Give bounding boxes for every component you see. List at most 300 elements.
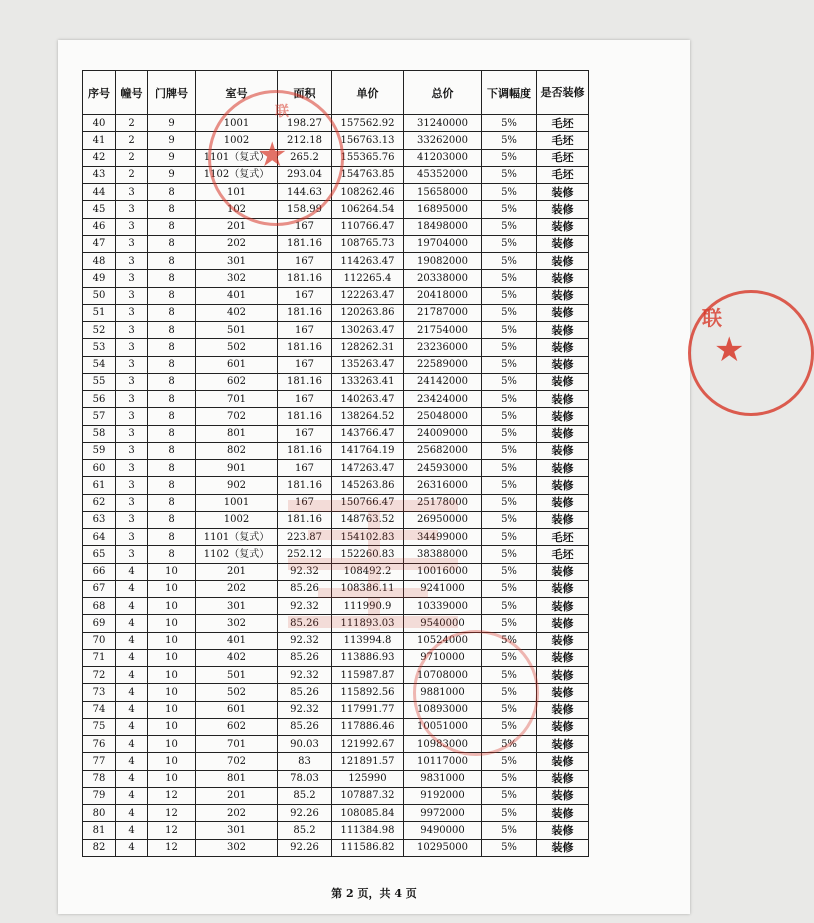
table-row [83, 615, 589, 632]
cell-col-decoration: 装修 [537, 718, 589, 735]
cell-col-unit-price: 108262.46 [332, 184, 404, 201]
cell-col-discount: 5% [482, 442, 537, 459]
cell-col-area: 223.87 [278, 529, 332, 546]
cell-col-index: 49 [83, 270, 116, 287]
table-row [83, 684, 589, 701]
cell-col-discount: 5% [482, 770, 537, 787]
cell-col-door: 8 [148, 529, 196, 546]
cell-col-index: 61 [83, 477, 116, 494]
cell-col-building: 4 [116, 667, 148, 684]
cell-col-discount: 5% [482, 494, 537, 511]
cell-col-area: 144.63 [278, 184, 332, 201]
table-row [83, 701, 589, 718]
cell-col-building: 3 [116, 339, 148, 356]
cell-col-room: 1101（复式） [196, 149, 278, 166]
cell-col-decoration: 装修 [537, 839, 589, 856]
cell-col-building: 3 [116, 425, 148, 442]
cell-col-total-price: 10524000 [404, 632, 482, 649]
header-col-index: 序号 [83, 71, 116, 115]
cell-col-index: 69 [83, 615, 116, 632]
cell-col-unit-price: 152260.83 [332, 546, 404, 563]
cell-col-building: 3 [116, 201, 148, 218]
cell-col-decoration: 装修 [537, 477, 589, 494]
cell-col-room: 401 [196, 287, 278, 304]
cell-col-discount: 5% [482, 753, 537, 770]
table-row [83, 787, 589, 804]
cell-col-building: 4 [116, 805, 148, 822]
cell-col-index: 81 [83, 822, 116, 839]
cell-col-discount: 5% [482, 736, 537, 753]
cell-col-building: 3 [116, 218, 148, 235]
cell-col-room: 502 [196, 339, 278, 356]
cell-col-decoration: 装修 [537, 805, 589, 822]
cell-col-room: 801 [196, 770, 278, 787]
cell-col-door: 8 [148, 287, 196, 304]
cell-col-unit-price: 147263.47 [332, 460, 404, 477]
cell-col-area: 92.32 [278, 701, 332, 718]
cell-col-door: 8 [148, 201, 196, 218]
cell-col-building: 4 [116, 753, 148, 770]
cell-col-unit-price: 117991.77 [332, 701, 404, 718]
cell-col-room: 202 [196, 235, 278, 252]
cell-col-index: 56 [83, 391, 116, 408]
table-row [83, 477, 589, 494]
cell-col-discount: 5% [482, 805, 537, 822]
table-row [83, 529, 589, 546]
cell-col-unit-price: 108386.11 [332, 580, 404, 597]
cell-col-discount: 5% [482, 822, 537, 839]
cell-col-area: 92.32 [278, 563, 332, 580]
cell-col-unit-price: 155365.76 [332, 149, 404, 166]
cell-col-index: 44 [83, 184, 116, 201]
cell-col-index: 46 [83, 218, 116, 235]
cell-col-decoration: 装修 [537, 322, 589, 339]
cell-col-area: 181.16 [278, 339, 332, 356]
cell-col-area: 78.03 [278, 770, 332, 787]
cell-col-building: 3 [116, 408, 148, 425]
table-row [83, 201, 589, 218]
cell-col-total-price: 9241000 [404, 580, 482, 597]
cell-col-discount: 5% [482, 166, 537, 183]
cell-col-decoration: 装修 [537, 753, 589, 770]
cell-col-area: 167 [278, 425, 332, 442]
cell-col-decoration: 装修 [537, 270, 589, 287]
cell-col-index: 58 [83, 425, 116, 442]
cell-col-decoration: 毛坯 [537, 546, 589, 563]
cell-col-discount: 5% [482, 511, 537, 528]
cell-col-decoration: 装修 [537, 460, 589, 477]
cell-col-building: 3 [116, 442, 148, 459]
cell-col-door: 10 [148, 649, 196, 666]
cell-col-room: 801 [196, 425, 278, 442]
cell-col-door: 8 [148, 425, 196, 442]
cell-col-building: 4 [116, 736, 148, 753]
cell-col-room: 202 [196, 805, 278, 822]
cell-col-building: 4 [116, 615, 148, 632]
cell-col-room: 302 [196, 270, 278, 287]
cell-col-total-price: 9710000 [404, 649, 482, 666]
seal-top-text: 联 [275, 104, 289, 120]
cell-col-door: 8 [148, 373, 196, 390]
cell-col-room: 1002 [196, 132, 278, 149]
table-row [83, 270, 589, 287]
cell-col-decoration: 装修 [537, 184, 589, 201]
cell-col-decoration: 装修 [537, 770, 589, 787]
cell-col-unit-price: 140263.47 [332, 391, 404, 408]
cell-col-decoration: 装修 [537, 701, 589, 718]
cell-col-room: 301 [196, 598, 278, 615]
cell-col-door: 8 [148, 339, 196, 356]
table-row [83, 166, 589, 183]
cell-col-total-price: 20338000 [404, 270, 482, 287]
cell-col-building: 3 [116, 184, 148, 201]
cell-col-total-price: 18498000 [404, 218, 482, 235]
cell-col-index: 74 [83, 701, 116, 718]
cell-col-index: 68 [83, 598, 116, 615]
cell-col-index: 48 [83, 253, 116, 270]
cell-col-decoration: 装修 [537, 391, 589, 408]
cell-col-building: 4 [116, 580, 148, 597]
cell-col-discount: 5% [482, 287, 537, 304]
cell-col-area: 212.18 [278, 132, 332, 149]
cell-col-total-price: 20418000 [404, 287, 482, 304]
cell-col-total-price: 22589000 [404, 356, 482, 373]
cell-col-building: 2 [116, 132, 148, 149]
cell-col-room: 402 [196, 304, 278, 321]
cell-col-total-price: 34499000 [404, 529, 482, 546]
document-page [58, 40, 690, 914]
cell-col-discount: 5% [482, 649, 537, 666]
cell-col-building: 3 [116, 322, 148, 339]
cell-col-unit-price: 111384.98 [332, 822, 404, 839]
cell-col-door: 12 [148, 805, 196, 822]
cell-col-index: 75 [83, 718, 116, 735]
cell-col-room: 902 [196, 477, 278, 494]
cell-col-door: 8 [148, 322, 196, 339]
table-row [83, 822, 589, 839]
table-row [83, 132, 589, 149]
cell-col-area: 181.16 [278, 373, 332, 390]
cell-col-total-price: 25682000 [404, 442, 482, 459]
cell-col-unit-price: 128262.31 [332, 339, 404, 356]
cell-col-total-price: 9540000 [404, 615, 482, 632]
cell-col-index: 55 [83, 373, 116, 390]
cell-col-discount: 5% [482, 356, 537, 373]
cell-col-discount: 5% [482, 632, 537, 649]
cell-col-door: 8 [148, 511, 196, 528]
cell-col-index: 65 [83, 546, 116, 563]
cell-col-door: 8 [148, 460, 196, 477]
cell-col-room: 1001 [196, 115, 278, 132]
cell-col-discount: 5% [482, 477, 537, 494]
table-row [83, 425, 589, 442]
cell-col-discount: 5% [482, 304, 537, 321]
cell-col-total-price: 9831000 [404, 770, 482, 787]
cell-col-door: 10 [148, 718, 196, 735]
cell-col-unit-price: 154763.85 [332, 166, 404, 183]
cell-col-discount: 5% [482, 391, 537, 408]
cell-col-discount: 5% [482, 253, 537, 270]
cell-col-door: 8 [148, 494, 196, 511]
cell-col-index: 45 [83, 201, 116, 218]
cell-col-unit-price: 157562.92 [332, 115, 404, 132]
cell-col-total-price: 10983000 [404, 736, 482, 753]
cell-col-building: 4 [116, 701, 148, 718]
cell-col-total-price: 9881000 [404, 684, 482, 701]
cell-col-area: 167 [278, 494, 332, 511]
cell-col-area: 167 [278, 218, 332, 235]
cell-col-decoration: 装修 [537, 201, 589, 218]
cell-col-discount: 5% [482, 115, 537, 132]
cell-col-room: 202 [196, 580, 278, 597]
cell-col-building: 3 [116, 373, 148, 390]
cell-col-decoration: 装修 [537, 787, 589, 804]
cell-col-unit-price: 135263.47 [332, 356, 404, 373]
cell-col-index: 50 [83, 287, 116, 304]
cell-col-area: 167 [278, 322, 332, 339]
table-row [83, 770, 589, 787]
header-col-area: 面积 [278, 71, 332, 115]
cell-col-area: 181.16 [278, 270, 332, 287]
cell-col-room: 102 [196, 201, 278, 218]
cell-col-door: 10 [148, 701, 196, 718]
cell-col-total-price: 16895000 [404, 201, 482, 218]
cell-col-unit-price: 108085.84 [332, 805, 404, 822]
cell-col-total-price: 10295000 [404, 839, 482, 856]
cell-col-index: 57 [83, 408, 116, 425]
cell-col-total-price: 10893000 [404, 701, 482, 718]
cell-col-decoration: 装修 [537, 373, 589, 390]
cell-col-room: 702 [196, 753, 278, 770]
cell-col-door: 8 [148, 184, 196, 201]
table-row [83, 580, 589, 597]
cell-col-total-price: 24142000 [404, 373, 482, 390]
cell-col-room: 501 [196, 667, 278, 684]
cell-col-index: 64 [83, 529, 116, 546]
cell-col-door: 9 [148, 115, 196, 132]
cell-col-building: 4 [116, 684, 148, 701]
cell-col-index: 47 [83, 235, 116, 252]
cell-col-room: 901 [196, 460, 278, 477]
cell-col-unit-price: 111990.9 [332, 598, 404, 615]
cell-col-index: 79 [83, 787, 116, 804]
cell-col-unit-price: 121992.67 [332, 736, 404, 753]
header-col-door: 门牌号 [148, 71, 196, 115]
cell-col-index: 72 [83, 667, 116, 684]
cell-col-discount: 5% [482, 546, 537, 563]
cell-col-unit-price: 122263.47 [332, 287, 404, 304]
table-row [83, 649, 589, 666]
cell-col-total-price: 19704000 [404, 235, 482, 252]
cell-col-index: 41 [83, 132, 116, 149]
cell-col-door: 10 [148, 632, 196, 649]
cell-col-unit-price: 113886.93 [332, 649, 404, 666]
table-row [83, 563, 589, 580]
cell-col-index: 77 [83, 753, 116, 770]
table-row [83, 805, 589, 822]
cell-col-index: 42 [83, 149, 116, 166]
cell-col-index: 67 [83, 580, 116, 597]
cell-col-decoration: 装修 [537, 649, 589, 666]
cell-col-building: 3 [116, 494, 148, 511]
cell-col-room: 301 [196, 822, 278, 839]
cell-col-room: 501 [196, 322, 278, 339]
cell-col-total-price: 21754000 [404, 322, 482, 339]
cell-col-index: 63 [83, 511, 116, 528]
cell-col-total-price: 23424000 [404, 391, 482, 408]
cell-col-decoration: 装修 [537, 253, 589, 270]
table-row [83, 494, 589, 511]
cell-col-total-price: 25178000 [404, 494, 482, 511]
cell-col-door: 8 [148, 477, 196, 494]
cell-col-door: 8 [148, 304, 196, 321]
table-row [83, 511, 589, 528]
cell-col-area: 181.16 [278, 442, 332, 459]
cell-col-total-price: 45352000 [404, 166, 482, 183]
cell-col-decoration: 装修 [537, 235, 589, 252]
cell-col-room: 802 [196, 442, 278, 459]
cell-col-area: 158.99 [278, 201, 332, 218]
cell-col-index: 53 [83, 339, 116, 356]
cell-col-decoration: 装修 [537, 356, 589, 373]
cell-col-door: 12 [148, 839, 196, 856]
cell-col-area: 85.26 [278, 649, 332, 666]
cell-col-decoration: 装修 [537, 632, 589, 649]
cell-col-decoration: 装修 [537, 684, 589, 701]
cell-col-door: 8 [148, 356, 196, 373]
cell-col-discount: 5% [482, 615, 537, 632]
cell-col-room: 601 [196, 701, 278, 718]
cell-col-total-price: 25048000 [404, 408, 482, 425]
cell-col-building: 3 [116, 270, 148, 287]
cell-col-index: 76 [83, 736, 116, 753]
cell-col-unit-price: 106264.54 [332, 201, 404, 218]
cell-col-unit-price: 117886.46 [332, 718, 404, 735]
cell-col-door: 10 [148, 736, 196, 753]
cell-col-building: 4 [116, 718, 148, 735]
cell-col-unit-price: 138264.52 [332, 408, 404, 425]
cell-col-area: 167 [278, 391, 332, 408]
cell-col-area: 92.32 [278, 598, 332, 615]
cell-col-discount: 5% [482, 787, 537, 804]
cell-col-decoration: 装修 [537, 736, 589, 753]
cell-col-building: 3 [116, 287, 148, 304]
cell-col-area: 167 [278, 253, 332, 270]
table-row [83, 442, 589, 459]
cell-col-decoration: 装修 [537, 615, 589, 632]
cell-col-door: 8 [148, 546, 196, 563]
cell-col-building: 4 [116, 632, 148, 649]
cell-col-area: 85.26 [278, 684, 332, 701]
header-col-room: 室号 [196, 71, 278, 115]
cell-col-building: 2 [116, 149, 148, 166]
cell-col-area: 92.26 [278, 805, 332, 822]
cell-col-door: 10 [148, 753, 196, 770]
cell-col-door: 10 [148, 667, 196, 684]
cell-col-door: 12 [148, 787, 196, 804]
cell-col-unit-price: 115892.56 [332, 684, 404, 701]
cell-col-decoration: 装修 [537, 580, 589, 597]
cell-col-decoration: 装修 [537, 667, 589, 684]
cell-col-room: 302 [196, 839, 278, 856]
cell-col-room: 401 [196, 632, 278, 649]
cell-col-room: 502 [196, 684, 278, 701]
cell-col-door: 9 [148, 166, 196, 183]
cell-col-building: 3 [116, 460, 148, 477]
table-row [83, 839, 589, 856]
cell-col-total-price: 19082000 [404, 253, 482, 270]
cell-col-decoration: 毛坯 [537, 132, 589, 149]
table-row [83, 184, 589, 201]
cell-col-discount: 5% [482, 201, 537, 218]
cell-col-unit-price: 111893.03 [332, 615, 404, 632]
cell-col-discount: 5% [482, 270, 537, 287]
cell-col-discount: 5% [482, 684, 537, 701]
cell-col-room: 201 [196, 787, 278, 804]
cell-col-room: 702 [196, 408, 278, 425]
cell-col-decoration: 装修 [537, 511, 589, 528]
cell-col-room: 201 [196, 563, 278, 580]
cell-col-area: 85.26 [278, 580, 332, 597]
cell-col-discount: 5% [482, 563, 537, 580]
cell-col-room: 1101（复式） [196, 529, 278, 546]
cell-col-building: 3 [116, 391, 148, 408]
cell-col-unit-price: 111586.82 [332, 839, 404, 856]
cell-col-area: 92.32 [278, 632, 332, 649]
cell-col-building: 3 [116, 529, 148, 546]
cell-col-unit-price: 130263.47 [332, 322, 404, 339]
table-row [83, 322, 589, 339]
cell-col-discount: 5% [482, 701, 537, 718]
cell-col-door: 10 [148, 615, 196, 632]
header-col-decoration: 是否装修 [537, 71, 589, 115]
cell-col-discount: 5% [482, 598, 537, 615]
cell-col-area: 85.2 [278, 822, 332, 839]
cell-col-unit-price: 114263.47 [332, 253, 404, 270]
cell-col-index: 66 [83, 563, 116, 580]
cell-col-unit-price: 145263.86 [332, 477, 404, 494]
cell-col-decoration: 装修 [537, 598, 589, 615]
side-seal-fragment [688, 290, 745, 420]
cell-col-total-price: 24593000 [404, 460, 482, 477]
cell-col-room: 402 [196, 649, 278, 666]
cell-col-total-price: 41203000 [404, 149, 482, 166]
cell-col-area: 92.32 [278, 667, 332, 684]
cell-col-index: 80 [83, 805, 116, 822]
table-row [83, 356, 589, 373]
cell-col-decoration: 毛坯 [537, 166, 589, 183]
cell-col-unit-price: 156763.13 [332, 132, 404, 149]
cell-col-decoration: 装修 [537, 339, 589, 356]
cell-col-discount: 5% [482, 373, 537, 390]
cell-col-room: 601 [196, 356, 278, 373]
cell-col-door: 8 [148, 408, 196, 425]
cell-col-total-price: 10051000 [404, 718, 482, 735]
cell-col-area: 265.2 [278, 149, 332, 166]
cell-col-building: 4 [116, 839, 148, 856]
cell-col-total-price: 38388000 [404, 546, 482, 563]
header-col-total-price: 总价 [404, 71, 482, 115]
cell-col-unit-price: 133263.41 [332, 373, 404, 390]
cell-col-building: 4 [116, 822, 148, 839]
cell-col-index: 82 [83, 839, 116, 856]
cell-col-area: 167 [278, 460, 332, 477]
cell-col-area: 85.26 [278, 615, 332, 632]
cell-col-unit-price: 108765.73 [332, 235, 404, 252]
cell-col-index: 62 [83, 494, 116, 511]
cell-col-discount: 5% [482, 580, 537, 597]
page-footer: 第 2 页，共 4 页 [331, 887, 417, 900]
